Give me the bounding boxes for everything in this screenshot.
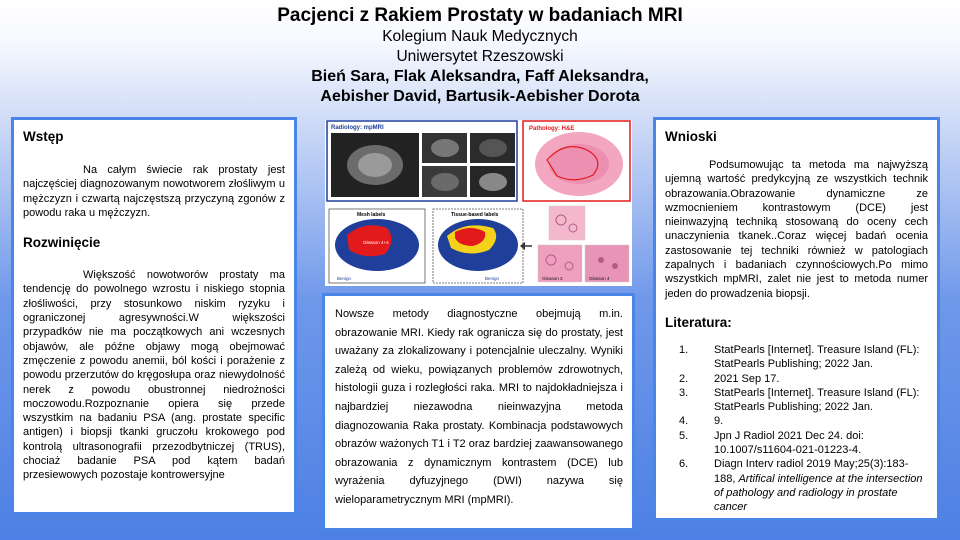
reference-item: 5. Jpn J Radiol 2021 Dec 24. doi: 10.1007/s11604-021-01223-4. bbox=[679, 429, 864, 457]
reference-item: 4. 9. bbox=[679, 415, 724, 428]
literature-heading: Literatura: bbox=[665, 314, 732, 330]
intro-panel bbox=[11, 117, 297, 515]
authors-line-2: Aebisher David, Bartusik-Aebisher Dorota bbox=[320, 88, 640, 105]
development-heading: Rozwinięcie bbox=[23, 235, 101, 251]
gleason-3-label: Gleason 3 bbox=[542, 276, 563, 281]
figure-illustration bbox=[325, 120, 632, 286]
intro-heading: Wstęp bbox=[23, 129, 64, 144]
authors-line-1: Bień Sara, Flak Aleksandra, Faff Aleksandra, bbox=[311, 68, 649, 85]
poster-header bbox=[0, 4, 960, 107]
reference-item: 2. 2021 Sep 17. bbox=[679, 372, 780, 385]
radiology-label: Radiology: mpMRI bbox=[331, 125, 384, 131]
college-name: Kolegium Nauk Medycznych bbox=[382, 28, 578, 45]
tissue-labels-title: Tissue-based labels bbox=[451, 212, 499, 218]
intro-text: Na całym świecie rak prostaty jest najczęściej diagnozowanym nowotworem złośliwym u mężczyzn i czwartą najczęstszą przyczyną zgonów z powodu raka u mężczyzn. bbox=[23, 164, 285, 219]
gleason-4-label: Gleason 4 bbox=[589, 276, 610, 281]
mesh-benign-label: Benign bbox=[337, 276, 352, 281]
references-list bbox=[665, 343, 928, 515]
poster-title: Pacjenci z Rakiem Prostaty w badaniach MRI bbox=[277, 5, 683, 26]
methods-text: Nowsze metody diagnostyczne obejmują m.in. obrazowanie MRI. Kiedy rak ogranicza się do prostaty, jest uważany za zlokalizowany i potencjalnie uleczalny. Wyniki zależą od wieku, powiązanych problemów zdrowotnych, histologii guza i rozległości raka. MRI to najdokładniejsza i najbardziej niezawodna nieinwazyjna metoda diagnozowania Raka prostaty. Kombinacja podstawowych obrazów ważonych T1 i T2 oraz bardziej zaawansowanego obrazowania z dynamicznym kontrastem (DCE) lub wyrażenia dyfuzyjnego (DWI) nazywa się wieloparametrycznym MRI (mpMRI). bbox=[335, 308, 623, 506]
micrograph-top bbox=[549, 206, 585, 240]
reference-item: 6. Diagn Interv radiol 2019 May;25(3):183-188, Artifical intelligence at the intersection of pathology and radiology in prostate cancer bbox=[679, 458, 923, 514]
pathology-label: Pathology: H&E bbox=[529, 126, 575, 132]
mri-pathology-figure bbox=[325, 120, 632, 286]
university-name: Uniwersytet Rzeszowski bbox=[396, 48, 564, 65]
methods-panel bbox=[322, 293, 635, 531]
reference-item: 1. StatPearls [Internet]. Treasure Island (FL): StatPearls Publishing; 2022 Jan. bbox=[679, 343, 920, 371]
conclusions-panel bbox=[653, 117, 940, 521]
tissue-benign-label: Benign bbox=[485, 276, 500, 281]
conclusions-text: Podsumowując ta metoda ma najwyższą ujemną wartość predykcyjną ze wszystkich technik obrazowania.Obrazowanie dynamiczne ze wzmocnieniem kontrastowym (DCE) jest nieinwazyjną techniką stosowaną do oceny cech unaczynienia tkanek..Coraz więcej badań ocenia zastosowanie tej techniki również w patologiach zapalnych i badaniach czynnościowych.Po mimo wszystkich mpMRI, zalet nie jest to metoda numer jeden do prowadzenia biopsji. bbox=[665, 159, 928, 300]
reference-item: 3. StatPearls [Internet]. Treasure Island (FL): StatPearls Publishing; 2022 Jan. bbox=[679, 386, 920, 414]
conclusions-heading: Wnioski bbox=[665, 129, 717, 144]
mesh-labels-title: Mesh labels bbox=[357, 212, 386, 218]
development-text: Większość nowotworów prostaty ma tendencję do powolnego wzrostu i niskiego stopnia złośliwości, przy stosunkowo niskim ryzyku i ograniczonej agresywności.W większości przypadków nie ma początkowych ani wczesnych objawów, ale późne objawy mogą obejmować zmęczenie z powodu anemii, ból kości i porażenie z powodu przerzutów do kręgosłupa oraz niewydolność nerek z powodu obustronnej niedrożności moczowodu.Rozpoznanie opiera się przede wszystkim na badaniu PSA (ang. prostate specific antigen) i biopsji tkanki gruczołu krokowego pod kontrolą ultrasonografii przezodbytniczej (TRUS), chociaż badanie PSA pod kątem badań przesiewowych pozostaje kontrowersyjne bbox=[23, 269, 285, 482]
mesh-gleason-label: Gleason 4+4 bbox=[363, 240, 389, 245]
